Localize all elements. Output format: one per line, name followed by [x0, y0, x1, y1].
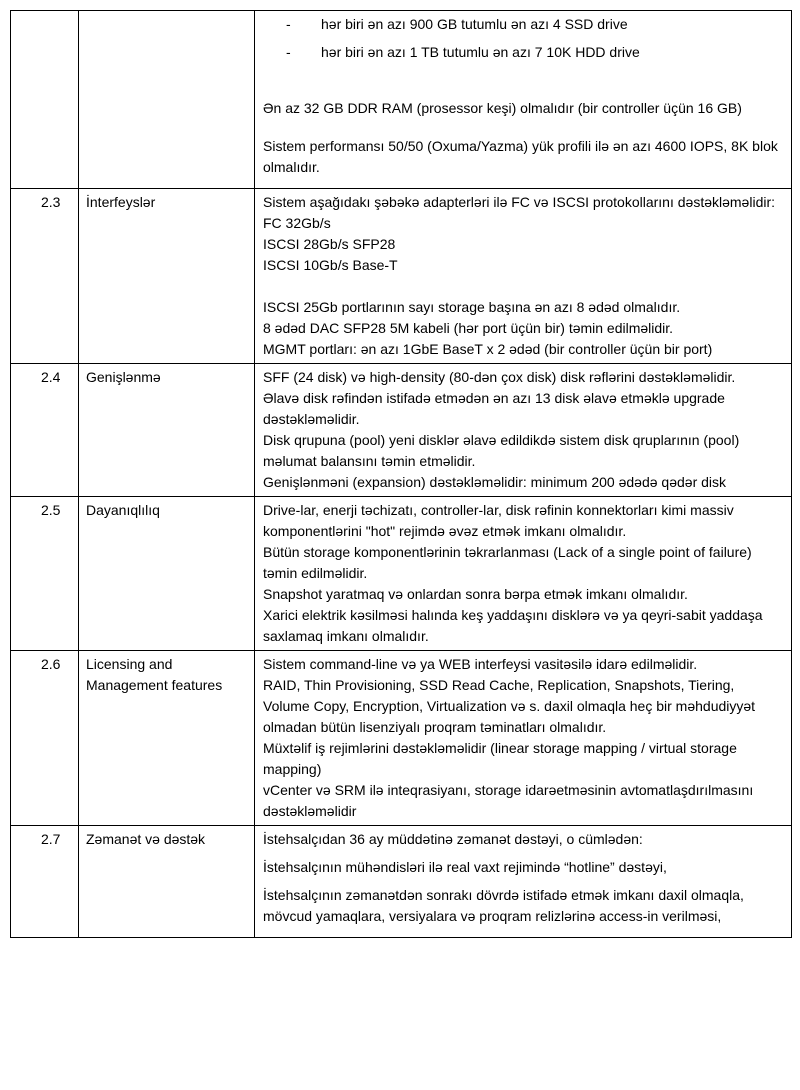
description-paragraph: SFF (24 disk) və high-density (80-dən çox disk) disk rəflərini dəstəkləməlidir. — [263, 369, 736, 385]
description-paragraph: İstehsalçının zəmanətdən sonrakı dövrdə istifadə etmək imkanı daxil olmaqla, mövcud yamaqlara, versiyalara və proqram relizlərinə access-in verilməsi, — [263, 887, 744, 924]
description-paragraph: Drive-lar, enerji təchizatı, controller-lar, disk rəfinin konnektorları kimi massiv komponentlərini "hot" rejimdə əvəz etmək imkanı olmalıdır. — [263, 502, 734, 539]
row-name-cell — [79, 11, 255, 189]
description-paragraph: FC 32Gb/s — [263, 215, 331, 231]
description-paragraph: MGMT portları: ən azı 1GbE BaseT x 2 ədəd (bir controller üçün bir port) — [263, 341, 713, 357]
bullet-dash: - — [286, 44, 291, 60]
row-description-cell — [255, 826, 792, 938]
row-name-cell: Dayanıqlılıq — [79, 497, 255, 651]
description-paragraph: Müxtəlif iş rejimlərini dəstəkləməlidir (linear storage mapping / virtual storage mapping) — [263, 740, 737, 777]
blank-line-small — [263, 126, 783, 136]
bullet-item — [263, 14, 783, 35]
description-paragraph: Disk qrupuna (pool) yeni disklər əlavə edildikdə sistem disk qruplarının (pool) məlumat balansını təmin etməlidir. — [263, 432, 740, 469]
row-description-cell — [255, 497, 792, 651]
description-paragraph: İstehsalçının mühəndisləri ilə real vaxt rejimində “hotline” dəstəyi, — [263, 859, 667, 875]
row-description-cell — [255, 189, 792, 364]
description-paragraph: ISCSI 25Gb portlarının sayı storage başına ən azı 8 ədəd olmalıdır. — [263, 299, 681, 315]
description-paragraph: İstehsalçıdan 36 ay müddətinə zəmanət dəstəyi, o cümlədən: — [263, 831, 643, 847]
description-paragraph: Sistem aşağıdakı şəbəkə adapterləri ilə FC və ISCSI protokollarını dəstəkləməlidir: — [263, 194, 776, 210]
description-paragraph: ISCSI 10Gb/s Base-T — [263, 257, 398, 273]
description-paragraph: RAID, Thin Provisioning, SSD Read Cache, Replication, Snapshots, Tiering, Volume Copy, Encryption, Virtualization və s. daxil olmaqla heç bir məhdudiyyət olmadan bütün lisenziyalı proqram təminatları olmalıdır. — [263, 677, 756, 735]
description-paragraph: Snapshot yaratmaq və onlardan sonra bərpa etmək imkanı olmalıdır. — [263, 586, 688, 602]
row-description-cell — [255, 364, 792, 497]
row-number-cell: 2.4 — [11, 364, 79, 497]
table-row — [11, 826, 792, 938]
bullet-text: hər biri ən azı 900 GB tutumlu ən azı 4 SSD drive — [321, 16, 628, 32]
row-description-cell — [255, 651, 792, 826]
bullet-dash: - — [286, 16, 291, 32]
bullet-item — [263, 42, 783, 63]
row-description-cell — [255, 11, 792, 189]
row-number-cell: 2.7 — [11, 826, 79, 938]
description-paragraph: Sistem performansı 50/50 (Oxuma/Yazma) yük profili ilə ən azı 4600 IOPS, 8K blok olmalıdır. — [263, 138, 778, 175]
spec-table — [10, 10, 792, 938]
description-paragraph: 8 ədəd DAC SFP28 5M kabeli (hər port üçün bir) təmin edilməlidir. — [263, 320, 674, 336]
table-row — [11, 497, 792, 651]
row-name-cell: İnterfeyslər — [79, 189, 255, 364]
spec-table-body — [11, 11, 792, 938]
row-name-cell: Licensing and Management features — [79, 651, 255, 826]
description-paragraph: Əlavə disk rəfindən istifadə etmədən ən azı 13 disk əlavə etməklə upgrade dəstəkləməlidir. — [263, 390, 725, 427]
row-number-cell: 2.6 — [11, 651, 79, 826]
description-paragraph: vCenter və SRM ilə inteqrasiyanı, storage idarəetməsinin avtomatlaşdırılmasını dəstəkləməlidir — [263, 782, 754, 819]
description-paragraph: Genişlənməni (expansion) dəstəkləməlidir: minimum 200 ədədə qədər disk — [263, 474, 727, 490]
row-number-cell: 2.3 — [11, 189, 79, 364]
row-number-cell: 2.5 — [11, 497, 79, 651]
description-paragraph: Bütün storage komponentlərinin təkrarlanması (Lack of a single point of failure) təmin edilməlidir. — [263, 544, 752, 581]
description-paragraph: Xarici elektrik kəsilməsi halında keş yaddaşını disklərə və ya qeyri-sabit yaddaşa saxlamaq imkanı olmalıdır. — [263, 607, 763, 644]
bullet-text: hər biri ən azı 1 TB tutumlu ən azı 7 10K HDD drive — [321, 44, 640, 60]
description-paragraph: Sistem command-line və ya WEB interfeysi vasitəsilə idarə edilməlidir. — [263, 656, 698, 672]
blank-line — [263, 70, 783, 91]
table-row — [11, 651, 792, 826]
table-row — [11, 11, 792, 189]
description-paragraph: Ən az 32 GB DDR RAM (prosessor keşi) olmalıdır (bir controller üçün 16 GB) — [263, 100, 742, 116]
table-row — [11, 189, 792, 364]
row-number-cell — [11, 11, 79, 189]
description-paragraph: ISCSI 28Gb/s SFP28 — [263, 236, 396, 252]
row-name-cell: Zəmanət və dəstək — [79, 826, 255, 938]
row-name-cell: Genişlənmə — [79, 364, 255, 497]
table-row — [11, 364, 792, 497]
blank-line — [263, 276, 783, 297]
